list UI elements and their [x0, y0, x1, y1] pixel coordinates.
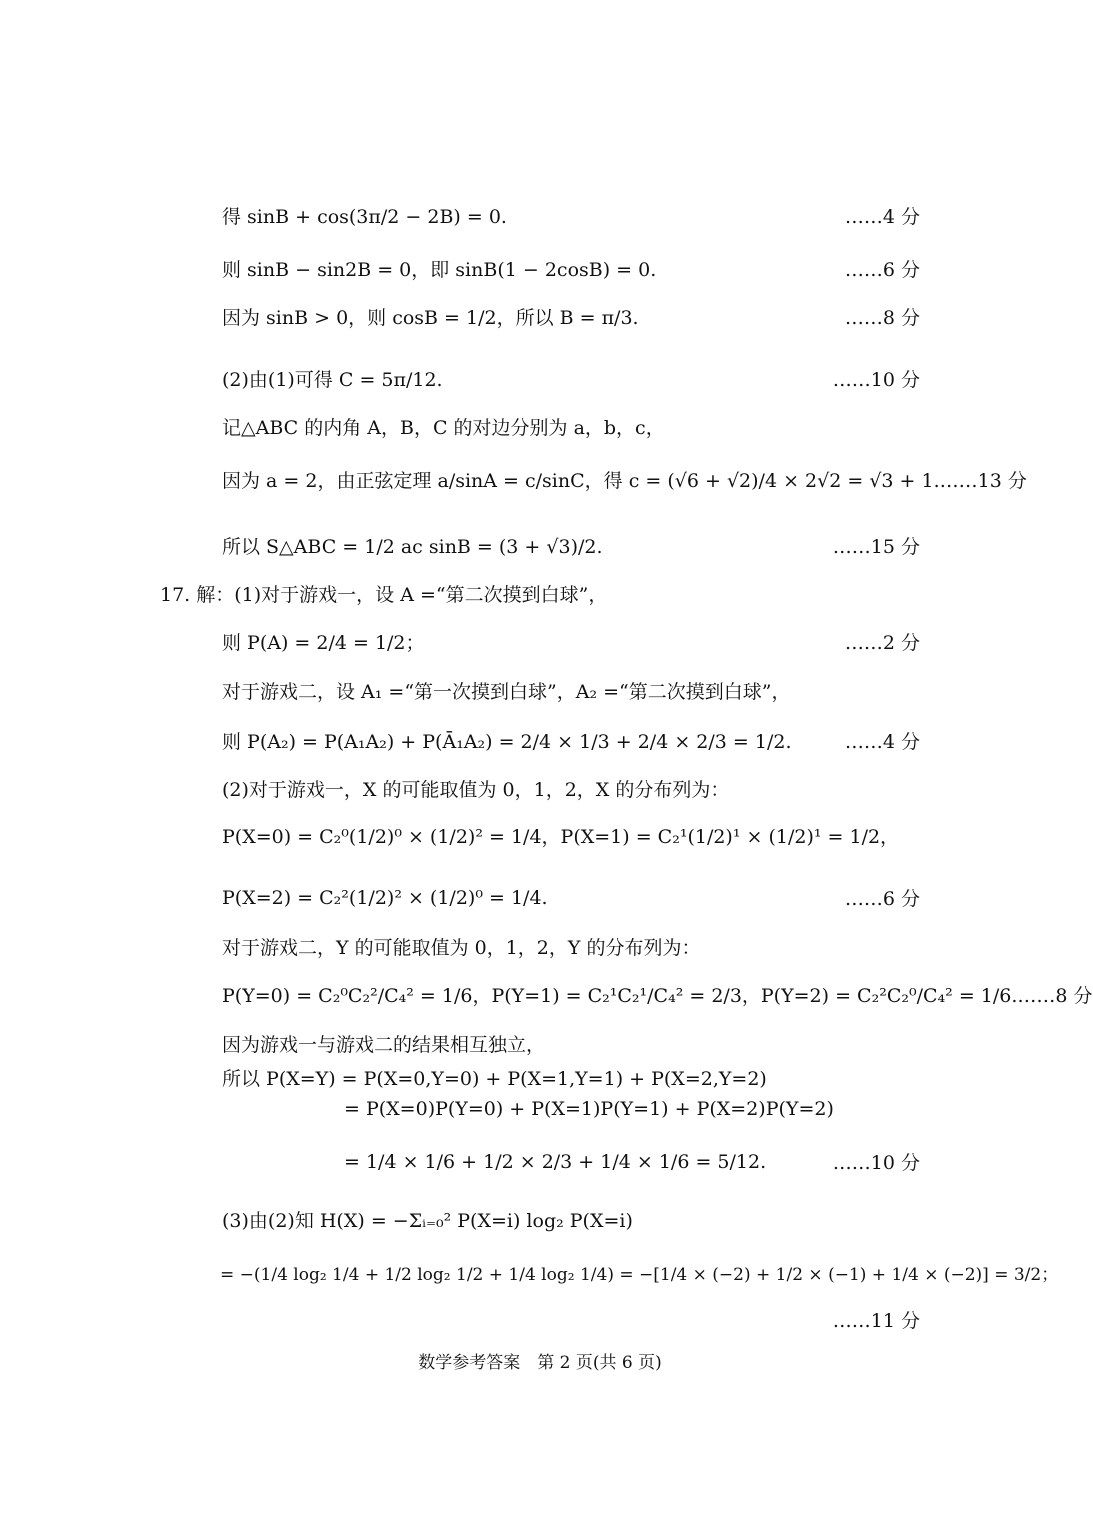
solution-line — [222, 933, 920, 960]
score-mark: ……4 分 — [844, 206, 920, 228]
math-expression: P(X=2) = C₂²(1/2)² × (1/2)⁰ = 1/4. — [222, 886, 548, 909]
solution-line — [222, 1306, 920, 1333]
math-expression: 则 P(A) = 2/4 = 1/2； — [222, 632, 425, 654]
math-expression: (2)由(1)可得 C = 5π/12. — [222, 369, 443, 391]
math-expression: 所以 S△ABC = 1/2 ac sinB = (3 + √3)/2. — [222, 536, 603, 558]
solution-line — [222, 255, 920, 282]
score-mark: ……6 分 — [844, 888, 920, 910]
math-expression: 对于游戏二，设 A₁ =“第一次摸到白球”，A₂ =“第二次摸到白球”， — [222, 681, 791, 703]
math-expression: 17. 解：(1)对于游戏一，设 A =“第二次摸到白球”， — [160, 584, 608, 606]
solution-line — [222, 202, 920, 229]
question-17-heading — [160, 580, 920, 607]
solution-line — [222, 413, 920, 440]
score-mark: ……10 分 — [832, 369, 920, 391]
score-mark: ……4 分 — [844, 731, 920, 753]
solution-line — [222, 677, 920, 704]
solution-line — [222, 775, 920, 802]
math-expression: 得 sinB + cos(3π/2 − 2B) = 0. — [222, 206, 507, 228]
score-mark: ……2 分 — [844, 632, 920, 654]
math-expression: (2)对于游戏一，X 的可能取值为 0，1，2，X 的分布列为： — [222, 779, 730, 801]
math-expression: 对于游戏二，Y 的可能取值为 0，1，2，Y 的分布列为： — [222, 937, 701, 959]
score-mark: ……13 分 — [939, 470, 1027, 492]
score-mark: ……11 分 — [832, 1310, 920, 1332]
solution-line — [222, 466, 1027, 493]
solution-line — [344, 1148, 920, 1175]
score-mark: ……8 分 — [844, 307, 920, 329]
math-expression: 则 P(A₂) = P(A₁A₂) + P(Ā₁A₂) = 2/4 × 1/3 + 2/4 × 2/3 = 1/2. — [222, 731, 792, 753]
math-expression: (3)由(2)知 H(X) = −Σᵢ₌₀² P(X=i) log₂ P(X=i) — [222, 1210, 633, 1232]
solution-line — [222, 1064, 920, 1091]
solution-line — [222, 303, 920, 330]
solution-line — [222, 727, 920, 754]
solution-line — [222, 532, 920, 559]
score-mark: ……6 分 — [844, 259, 920, 281]
math-expression: 因为游戏一与游戏二的结果相互独立， — [222, 1034, 546, 1056]
solution-line — [344, 1098, 920, 1120]
score-mark: ……15 分 — [832, 536, 920, 558]
solution-line — [222, 884, 920, 911]
math-expression: 因为 sinB > 0，则 cosB = 1/2，所以 B = π/3. — [222, 307, 639, 329]
solution-line — [222, 822, 920, 849]
solution-line — [222, 365, 920, 392]
math-expression: 因为 a = 2，由正弦定理 a/sinA = c/sinC，得 c = (√6 + √2)/4 × 2√2 = √3 + 1. — [222, 470, 940, 492]
math-expression: P(X=0) = C₂⁰(1/2)⁰ × (1/2)² = 1/4，P(X=1) = C₂¹(1/2)¹ × (1/2)¹ = 1/2， — [222, 826, 900, 848]
score-mark: ……10 分 — [832, 1152, 920, 1174]
math-expression: 记△ABC 的内角 A，B，C 的对边分别为 a，b，c， — [222, 417, 665, 439]
solution-line — [222, 981, 1093, 1008]
math-expression: 所以 P(X=Y) = P(X=0,Y=0) + P(X=1,Y=1) + P(X=2,Y=2) — [222, 1068, 767, 1090]
page-footer: 数学参考答案 第 2 页(共 6 页) — [418, 1353, 662, 1373]
math-expression: = 1/4 × 1/6 + 1/2 × 2/3 + 1/4 × 1/6 = 5/12. — [344, 1150, 767, 1173]
math-expression: = −(1/4 log₂ 1/4 + 1/2 log₂ 1/2 + 1/4 log₂ 1/4) = −[1/4 × (−2) + 1/2 × (−1) + 1/4 × (−2)] = 3/2； — [220, 1265, 1059, 1285]
solution-line — [220, 1260, 1059, 1285]
solution-line — [222, 628, 920, 655]
solution-line — [222, 1030, 920, 1057]
math-expression: P(Y=0) = C₂⁰C₂²/C₄² = 1/6，P(Y=1) = C₂¹C₂¹/C₄² = 2/3，P(Y=2) = C₂²C₂⁰/C₄² = 1/6. — [222, 985, 1018, 1007]
score-mark: ……8 分 — [1017, 985, 1093, 1007]
solution-line — [222, 1206, 920, 1233]
math-expression: 则 sinB − sin2B = 0，即 sinB(1 − 2cosB) = 0. — [222, 259, 657, 281]
math-expression: = P(X=0)P(Y=0) + P(X=1)P(Y=1) + P(X=2)P(Y=2) — [344, 1098, 834, 1120]
